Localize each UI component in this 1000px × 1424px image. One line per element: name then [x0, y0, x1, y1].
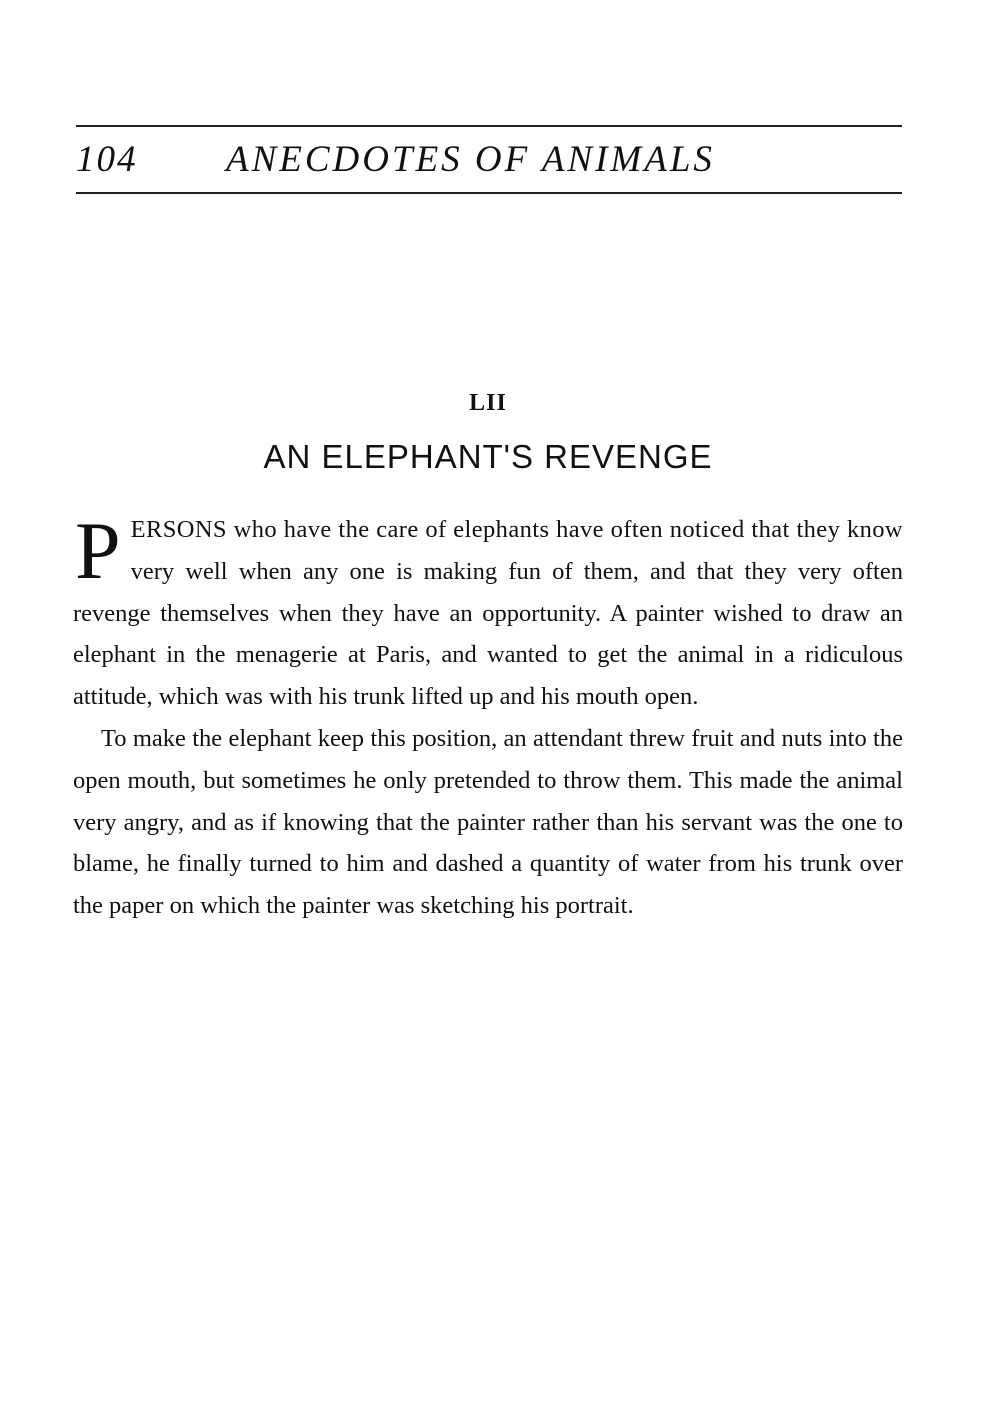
header-bottom-rule — [76, 192, 902, 194]
chapter-number: LII — [469, 390, 507, 416]
header-top-rule — [76, 125, 902, 127]
book-title: ANECDOTES OF ANIMALS — [226, 139, 715, 180]
body-text — [73, 505, 903, 927]
page-number: 104 — [76, 139, 138, 180]
chapter-title: AN ELEPHANT'S REVENGE — [263, 438, 713, 475]
drop-cap: P — [75, 505, 121, 596]
running-head — [76, 138, 902, 186]
paragraph-1 — [73, 505, 903, 718]
paragraph-1-text: ERSONS who have the care of elephants have often noticed that they know very well when any one is making fun of them, and that they very often revenge themselves when they have an opportunity. A painter wished to draw an elephant in the menagerie at Paris, and wanted to get the animal in a ridiculous attitude, which was with his trunk lifted up and his mouth open. — [73, 516, 903, 711]
paragraph-2: To make the elephant keep this position, an attendant threw fruit and nuts into the open mouth, but sometimes he only pretended to throw them. This made the animal very angry, and as if knowing that the painter rather than his servant was the one to blame, he finally turned to him and dashed a quantity of water from his trunk over the paper on which the painter was sketching his portrait. — [73, 724, 903, 920]
